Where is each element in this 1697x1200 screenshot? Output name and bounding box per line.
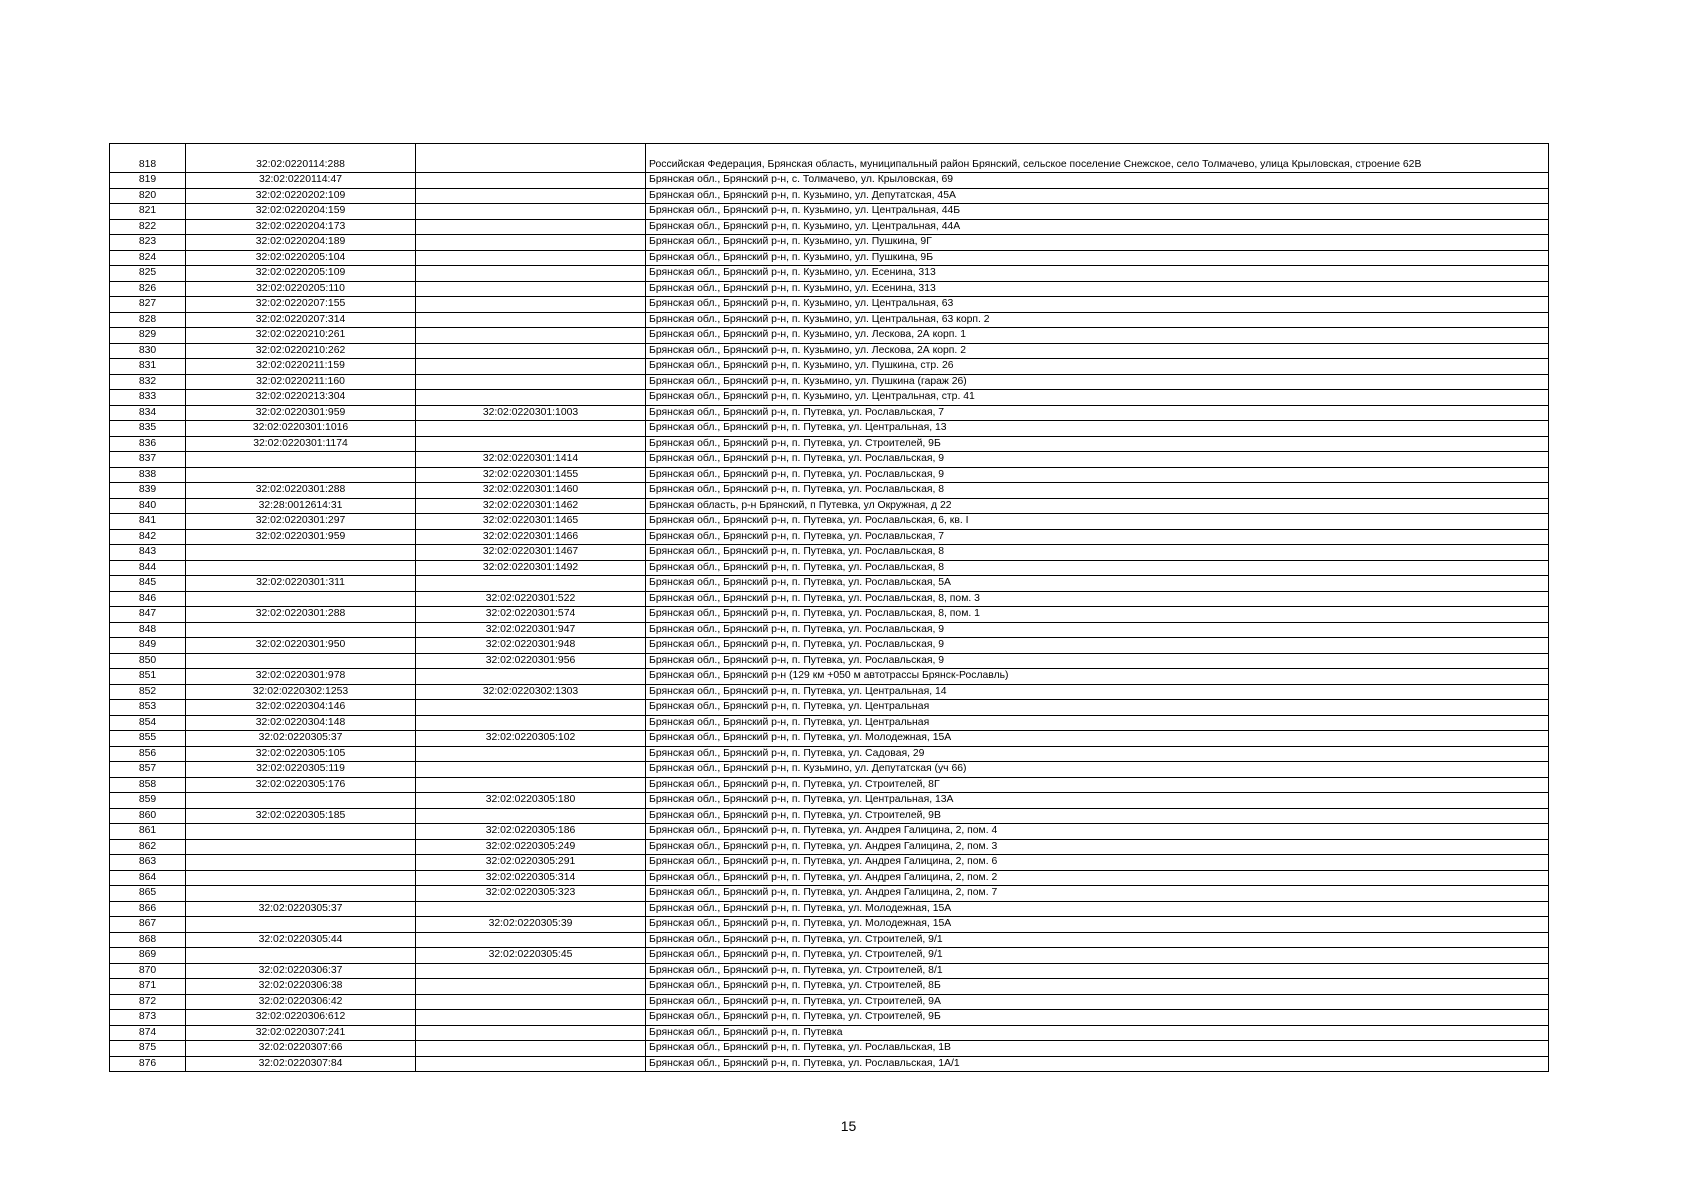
cadastral-table bbox=[109, 143, 1549, 1072]
row-number-cell: 868 bbox=[110, 932, 186, 948]
row-number-cell: 861 bbox=[110, 824, 186, 840]
row-number-cell: 835 bbox=[110, 421, 186, 437]
table-row bbox=[110, 312, 1549, 328]
cadastral-number-cell: 32:02:0220306:38 bbox=[186, 979, 416, 995]
table-row bbox=[110, 793, 1549, 809]
row-number-cell: 873 bbox=[110, 1010, 186, 1026]
table-row bbox=[110, 452, 1549, 468]
row-number-cell: 820 bbox=[110, 188, 186, 204]
cadastral-number-cell: 32:02:0220306:37 bbox=[186, 963, 416, 979]
row-number-cell: 870 bbox=[110, 963, 186, 979]
row-number-cell: 828 bbox=[110, 312, 186, 328]
cadastral-number-cell: 32:02:0220207:155 bbox=[186, 297, 416, 313]
cadastral-number-cell: 32:02:0220305:44 bbox=[186, 932, 416, 948]
address-cell: Брянская обл., Брянский р-н, п. Путевка, ул. Центральная, 13А bbox=[646, 793, 1549, 809]
address-cell: Брянская обл., Брянский р-н, п. Путевка, ул. Андрея Галицина, 2, пом. 6 bbox=[646, 855, 1549, 871]
cadastral-number-cell bbox=[186, 855, 416, 871]
cadastral-number-cell: 32:02:0220210:262 bbox=[186, 343, 416, 359]
cadastral-number-cell: 32:02:0220204:159 bbox=[186, 204, 416, 220]
related-cadastral-number-cell bbox=[416, 281, 646, 297]
related-cadastral-number-cell bbox=[416, 963, 646, 979]
cadastral-number-cell bbox=[186, 948, 416, 964]
address-cell: Брянская обл., Брянский р-н, п. Путевка, ул. Андрея Галицина, 2, пом. 2 bbox=[646, 870, 1549, 886]
row-number-cell: 832 bbox=[110, 374, 186, 390]
table-row bbox=[110, 839, 1549, 855]
cadastral-number-cell bbox=[186, 452, 416, 468]
row-number-cell: 843 bbox=[110, 545, 186, 561]
related-cadastral-number-cell bbox=[416, 777, 646, 793]
address-cell: Брянская обл., Брянский р-н, п. Путевка, ул. Андрея Галицина, 2, пом. 3 bbox=[646, 839, 1549, 855]
row-number-cell: 824 bbox=[110, 250, 186, 266]
related-cadastral-number-cell bbox=[416, 235, 646, 251]
row-number-cell: 847 bbox=[110, 607, 186, 623]
address-cell: Брянская обл., Брянский р-н, п. Путевка, ул. Рославльская, 5А bbox=[646, 576, 1549, 592]
cadastral-number-cell: 32:02:0220114:47 bbox=[186, 173, 416, 189]
address-cell: Брянская обл., Брянский р-н, п. Кузьмино, ул. Центральная, 63 корп. 2 bbox=[646, 312, 1549, 328]
cadastral-number-cell: 32:02:0220213:304 bbox=[186, 390, 416, 406]
related-cadastral-number-cell: 32:02:0220301:1460 bbox=[416, 483, 646, 499]
cadastral-number-cell: 32:02:0220305:37 bbox=[186, 901, 416, 917]
cadastral-number-cell: 32:02:0220301:959 bbox=[186, 529, 416, 545]
row-number-cell: 844 bbox=[110, 560, 186, 576]
address-cell: Брянская обл., Брянский р-н, п. Путевка, ул. Центральная bbox=[646, 700, 1549, 716]
address-cell: Брянская обл., Брянский р-н, п. Путевка, ул. Строителей, 9В bbox=[646, 808, 1549, 824]
cadastral-number-cell bbox=[186, 591, 416, 607]
row-number-cell: 829 bbox=[110, 328, 186, 344]
row-number-cell: 821 bbox=[110, 204, 186, 220]
table-row bbox=[110, 188, 1549, 204]
cadastral-number-cell bbox=[186, 870, 416, 886]
cadastral-number-cell: 32:02:0220307:84 bbox=[186, 1056, 416, 1072]
address-cell: Брянская обл., Брянский р-н, п. Путевка bbox=[646, 1025, 1549, 1041]
address-cell: Брянская обл., Брянский р-н, п. Путевка, ул. Центральная bbox=[646, 715, 1549, 731]
related-cadastral-number-cell bbox=[416, 144, 646, 173]
related-cadastral-number-cell bbox=[416, 1056, 646, 1072]
address-cell: Брянская обл., Брянский р-н, п. Путевка, ул. Рославльская, 8 bbox=[646, 545, 1549, 561]
address-cell: Брянская обл., Брянский р-н, п. Путевка, ул. Молодежная, 15А bbox=[646, 917, 1549, 933]
related-cadastral-number-cell: 32:02:0220301:1492 bbox=[416, 560, 646, 576]
table-row bbox=[110, 498, 1549, 514]
address-cell: Брянская обл., Брянский р-н, п. Кузьмино, ул. Депутатская, 45А bbox=[646, 188, 1549, 204]
cadastral-number-cell: 32:02:0220301:978 bbox=[186, 669, 416, 685]
related-cadastral-number-cell: 32:02:0220305:323 bbox=[416, 886, 646, 902]
row-number-cell: 818 bbox=[110, 144, 186, 173]
address-cell: Брянская обл., Брянский р-н, п. Кузьмино, ул. Депутатская (уч 66) bbox=[646, 762, 1549, 778]
table-row bbox=[110, 653, 1549, 669]
related-cadastral-number-cell bbox=[416, 204, 646, 220]
related-cadastral-number-cell: 32:02:0220301:1462 bbox=[416, 498, 646, 514]
cadastral-number-cell: 32:02:0220301:1174 bbox=[186, 436, 416, 452]
related-cadastral-number-cell: 32:02:0220305:180 bbox=[416, 793, 646, 809]
table-row bbox=[110, 886, 1549, 902]
table-row bbox=[110, 219, 1549, 235]
cadastral-number-cell: 32:02:0220305:119 bbox=[186, 762, 416, 778]
related-cadastral-number-cell bbox=[416, 746, 646, 762]
related-cadastral-number-cell: 32:02:0220305:249 bbox=[416, 839, 646, 855]
row-number-cell: 841 bbox=[110, 514, 186, 530]
table-row bbox=[110, 669, 1549, 685]
cadastral-number-cell: 32:02:0220204:189 bbox=[186, 235, 416, 251]
row-number-cell: 846 bbox=[110, 591, 186, 607]
related-cadastral-number-cell: 32:02:0220301:574 bbox=[416, 607, 646, 623]
cadastral-number-cell: 32:02:0220302:1253 bbox=[186, 684, 416, 700]
related-cadastral-number-cell bbox=[416, 173, 646, 189]
table-row bbox=[110, 901, 1549, 917]
address-cell: Брянская обл., Брянский р-н, п. Путевка, ул. Рославльская, 9 bbox=[646, 653, 1549, 669]
related-cadastral-number-cell bbox=[416, 359, 646, 375]
row-number-cell: 819 bbox=[110, 173, 186, 189]
address-cell: Российская Федерация, Брянская область, муниципальный район Брянский, сельское поселение Снежское, село Толмачево, улица Крыловская, строение 62В bbox=[646, 144, 1549, 173]
table-row bbox=[110, 700, 1549, 716]
address-cell: Брянская обл., Брянский р-н, п. Путевка, ул. Рославльская, 7 bbox=[646, 529, 1549, 545]
related-cadastral-number-cell bbox=[416, 250, 646, 266]
related-cadastral-number-cell bbox=[416, 1041, 646, 1057]
table-row bbox=[110, 591, 1549, 607]
address-cell: Брянская обл., Брянский р-н, п. Путевка, ул. Строителей, 9/1 bbox=[646, 932, 1549, 948]
related-cadastral-number-cell bbox=[416, 436, 646, 452]
table-row bbox=[110, 266, 1549, 282]
address-cell: Брянская обл., Брянский р-н, п. Путевка, ул. Садовая, 29 bbox=[646, 746, 1549, 762]
related-cadastral-number-cell bbox=[416, 700, 646, 716]
cadastral-number-cell: 32:02:0220301:959 bbox=[186, 405, 416, 421]
row-number-cell: 850 bbox=[110, 653, 186, 669]
address-cell: Брянская обл., Брянский р-н, п. Путевка, ул. Рославльская, 6, кв. I bbox=[646, 514, 1549, 530]
table-row bbox=[110, 746, 1549, 762]
cadastral-number-cell: 32:02:0220304:148 bbox=[186, 715, 416, 731]
address-cell: Брянская обл., Брянский р-н, п. Кузьмино, ул. Центральная, стр. 41 bbox=[646, 390, 1549, 406]
address-cell: Брянская обл., Брянский р-н, п. Путевка, ул. Рославльская, 8, пом. 1 bbox=[646, 607, 1549, 623]
table-row bbox=[110, 297, 1549, 313]
row-number-cell: 871 bbox=[110, 979, 186, 995]
table-row bbox=[110, 684, 1549, 700]
table-row bbox=[110, 979, 1549, 995]
cadastral-number-cell bbox=[186, 622, 416, 638]
table-row bbox=[110, 281, 1549, 297]
related-cadastral-number-cell: 32:02:0220301:1465 bbox=[416, 514, 646, 530]
row-number-cell: 865 bbox=[110, 886, 186, 902]
table-row bbox=[110, 607, 1549, 623]
related-cadastral-number-cell bbox=[416, 297, 646, 313]
address-cell: Брянская обл., Брянский р-н, п. Путевка, ул. Рославльская, 1В bbox=[646, 1041, 1549, 1057]
row-number-cell: 825 bbox=[110, 266, 186, 282]
address-cell: Брянская обл., Брянский р-н, п. Кузьмино, ул. Пушкина, стр. 26 bbox=[646, 359, 1549, 375]
row-number-cell: 830 bbox=[110, 343, 186, 359]
row-number-cell: 852 bbox=[110, 684, 186, 700]
address-cell: Брянская обл., Брянский р-н (129 км +050 м автотрассы Брянск-Рославль) bbox=[646, 669, 1549, 685]
cadastral-number-cell bbox=[186, 545, 416, 561]
related-cadastral-number-cell bbox=[416, 312, 646, 328]
related-cadastral-number-cell bbox=[416, 808, 646, 824]
address-cell: Брянская область, р-н Брянский, п Путевка, ул Окружная, д 22 bbox=[646, 498, 1549, 514]
table-row bbox=[110, 144, 1549, 173]
table-row bbox=[110, 467, 1549, 483]
table-row bbox=[110, 390, 1549, 406]
row-number-cell: 840 bbox=[110, 498, 186, 514]
row-number-cell: 831 bbox=[110, 359, 186, 375]
address-cell: Брянская обл., Брянский р-н, п. Путевка, ул. Молодежная, 15А bbox=[646, 901, 1549, 917]
table-row bbox=[110, 436, 1549, 452]
cadastral-number-cell: 32:02:0220204:173 bbox=[186, 219, 416, 235]
table-row bbox=[110, 622, 1549, 638]
row-number-cell: 867 bbox=[110, 917, 186, 933]
row-number-cell: 834 bbox=[110, 405, 186, 421]
row-number-cell: 858 bbox=[110, 777, 186, 793]
table-row bbox=[110, 545, 1549, 561]
cadastral-number-cell: 32:02:0220202:109 bbox=[186, 188, 416, 204]
address-cell: Брянская обл., Брянский р-н, с. Толмачево, ул. Крыловская, 69 bbox=[646, 173, 1549, 189]
table-row bbox=[110, 359, 1549, 375]
address-cell: Брянская обл., Брянский р-н, п. Кузьмино, ул. Есенина, 313 bbox=[646, 281, 1549, 297]
address-cell: Брянская обл., Брянский р-н, п. Путевка, ул. Строителей, 9/1 bbox=[646, 948, 1549, 964]
related-cadastral-number-cell: 32:02:0220301:1003 bbox=[416, 405, 646, 421]
row-number-cell: 845 bbox=[110, 576, 186, 592]
row-number-cell: 837 bbox=[110, 452, 186, 468]
row-number-cell: 860 bbox=[110, 808, 186, 824]
table-row bbox=[110, 173, 1549, 189]
cadastral-number-cell: 32:02:0220305:176 bbox=[186, 777, 416, 793]
table-row bbox=[110, 405, 1549, 421]
related-cadastral-number-cell: 32:02:0220305:291 bbox=[416, 855, 646, 871]
cadastral-number-cell bbox=[186, 653, 416, 669]
address-cell: Брянская обл., Брянский р-н, п. Путевка, ул. Андрея Галицина, 2, пом. 4 bbox=[646, 824, 1549, 840]
related-cadastral-number-cell bbox=[416, 715, 646, 731]
related-cadastral-number-cell bbox=[416, 328, 646, 344]
cadastral-number-cell: 32:02:0220305:105 bbox=[186, 746, 416, 762]
address-cell: Брянская обл., Брянский р-н, п. Путевка, ул. Строителей, 8/1 bbox=[646, 963, 1549, 979]
address-cell: Брянская обл., Брянский р-н, п. Кузьмино, ул. Есенина, 313 bbox=[646, 266, 1549, 282]
table-row bbox=[110, 204, 1549, 220]
row-number-cell: 839 bbox=[110, 483, 186, 499]
table-row bbox=[110, 777, 1549, 793]
row-number-cell: 853 bbox=[110, 700, 186, 716]
related-cadastral-number-cell: 32:02:0220301:1455 bbox=[416, 467, 646, 483]
related-cadastral-number-cell bbox=[416, 901, 646, 917]
related-cadastral-number-cell: 32:02:0220305:45 bbox=[416, 948, 646, 964]
table-row bbox=[110, 421, 1549, 437]
table-row bbox=[110, 963, 1549, 979]
address-cell: Брянская обл., Брянский р-н, п. Путевка, ул. Рославльская, 1А/1 bbox=[646, 1056, 1549, 1072]
cadastral-number-cell: 32:02:0220207:314 bbox=[186, 312, 416, 328]
row-number-cell: 849 bbox=[110, 638, 186, 654]
address-cell: Брянская обл., Брянский р-н, п. Кузьмино, ул. Лескова, 2А корп. 2 bbox=[646, 343, 1549, 359]
cadastral-number-cell: 32:02:0220211:159 bbox=[186, 359, 416, 375]
cadastral-number-cell bbox=[186, 824, 416, 840]
address-cell: Брянская обл., Брянский р-н, п. Кузьмино, ул. Центральная, 63 bbox=[646, 297, 1549, 313]
address-cell: Брянская обл., Брянский р-н, п. Кузьмино, ул. Пушкина, 9Г bbox=[646, 235, 1549, 251]
table-row bbox=[110, 917, 1549, 933]
related-cadastral-number-cell bbox=[416, 1025, 646, 1041]
table-row bbox=[110, 870, 1549, 886]
address-cell: Брянская обл., Брянский р-н, п. Кузьмино, ул. Пушкина, 9Б bbox=[646, 250, 1549, 266]
table-row bbox=[110, 235, 1549, 251]
related-cadastral-number-cell: 32:02:0220301:956 bbox=[416, 653, 646, 669]
address-cell: Брянская обл., Брянский р-н, п. Путевка, ул. Андрея Галицина, 2, пом. 7 bbox=[646, 886, 1549, 902]
cadastral-number-cell: 32:02:0220301:297 bbox=[186, 514, 416, 530]
table-row bbox=[110, 328, 1549, 344]
related-cadastral-number-cell bbox=[416, 421, 646, 437]
cadastral-number-cell: 32:28:0012614:31 bbox=[186, 498, 416, 514]
address-cell: Брянская обл., Брянский р-н, п. Путевка, ул. Центральная, 13 bbox=[646, 421, 1549, 437]
row-number-cell: 842 bbox=[110, 529, 186, 545]
table-row bbox=[110, 250, 1549, 266]
related-cadastral-number-cell: 32:02:0220305:39 bbox=[416, 917, 646, 933]
related-cadastral-number-cell bbox=[416, 932, 646, 948]
row-number-cell: 836 bbox=[110, 436, 186, 452]
cadastral-number-cell bbox=[186, 793, 416, 809]
row-number-cell: 874 bbox=[110, 1025, 186, 1041]
address-cell: Брянская обл., Брянский р-н, п. Путевка, ул. Строителей, 8Г bbox=[646, 777, 1549, 793]
cadastral-number-cell bbox=[186, 839, 416, 855]
cadastral-number-cell: 32:02:0220210:261 bbox=[186, 328, 416, 344]
address-cell: Брянская обл., Брянский р-н, п. Путевка, ул. Строителей, 8Б bbox=[646, 979, 1549, 995]
row-number-cell: 872 bbox=[110, 994, 186, 1010]
cadastral-number-cell: 32:02:0220301:288 bbox=[186, 483, 416, 499]
cadastral-number-cell: 32:02:0220306:42 bbox=[186, 994, 416, 1010]
table-row bbox=[110, 731, 1549, 747]
table-row bbox=[110, 932, 1549, 948]
address-cell: Брянская обл., Брянский р-н, п. Кузьмино, ул. Центральная, 44Б bbox=[646, 204, 1549, 220]
table-row bbox=[110, 1025, 1549, 1041]
cadastral-number-cell: 32:02:0220301:288 bbox=[186, 607, 416, 623]
related-cadastral-number-cell bbox=[416, 266, 646, 282]
row-number-cell: 876 bbox=[110, 1056, 186, 1072]
row-number-cell: 833 bbox=[110, 390, 186, 406]
row-number-cell: 855 bbox=[110, 731, 186, 747]
row-number-cell: 856 bbox=[110, 746, 186, 762]
row-number-cell: 869 bbox=[110, 948, 186, 964]
related-cadastral-number-cell bbox=[416, 188, 646, 204]
related-cadastral-number-cell bbox=[416, 576, 646, 592]
related-cadastral-number-cell bbox=[416, 219, 646, 235]
related-cadastral-number-cell: 32:02:0220301:1467 bbox=[416, 545, 646, 561]
table-row bbox=[110, 994, 1549, 1010]
address-cell: Брянская обл., Брянский р-н, п. Путевка, ул. Рославльская, 8 bbox=[646, 483, 1549, 499]
table-row bbox=[110, 762, 1549, 778]
table-row bbox=[110, 576, 1549, 592]
table-row bbox=[110, 1041, 1549, 1057]
page-number: 15 bbox=[840, 1118, 857, 1134]
address-cell: Брянская обл., Брянский р-н, п. Кузьмино, ул. Центральная, 44А bbox=[646, 219, 1549, 235]
related-cadastral-number-cell: 32:02:0220305:186 bbox=[416, 824, 646, 840]
related-cadastral-number-cell bbox=[416, 1010, 646, 1026]
address-cell: Брянская обл., Брянский р-н, п. Путевка, ул. Рославльская, 9 bbox=[646, 467, 1549, 483]
table-row bbox=[110, 483, 1549, 499]
table-row bbox=[110, 855, 1549, 871]
table-row bbox=[110, 948, 1549, 964]
cadastral-number-cell: 32:02:0220205:109 bbox=[186, 266, 416, 282]
table-row bbox=[110, 343, 1549, 359]
cadastral-number-cell bbox=[186, 467, 416, 483]
table-body bbox=[110, 144, 1549, 1072]
table-row bbox=[110, 638, 1549, 654]
related-cadastral-number-cell: 32:02:0220305:102 bbox=[416, 731, 646, 747]
address-cell: Брянская обл., Брянский р-н, п. Путевка, ул. Строителей, 9Б bbox=[646, 436, 1549, 452]
cadastral-number-cell: 32:02:0220301:1016 bbox=[186, 421, 416, 437]
address-cell: Брянская обл., Брянский р-н, п. Путевка, ул. Молодежная, 15А bbox=[646, 731, 1549, 747]
table-row bbox=[110, 514, 1549, 530]
cadastral-number-cell: 32:02:0220306:612 bbox=[186, 1010, 416, 1026]
related-cadastral-number-cell bbox=[416, 994, 646, 1010]
address-cell: Брянская обл., Брянский р-н, п. Путевка, ул. Центральная, 14 bbox=[646, 684, 1549, 700]
cadastral-number-cell: 32:02:0220305:185 bbox=[186, 808, 416, 824]
table-row bbox=[110, 1010, 1549, 1026]
related-cadastral-number-cell bbox=[416, 390, 646, 406]
table-row bbox=[110, 808, 1549, 824]
cadastral-number-cell: 32:02:0220301:311 bbox=[186, 576, 416, 592]
table-row bbox=[110, 529, 1549, 545]
cadastral-number-cell: 32:02:0220205:104 bbox=[186, 250, 416, 266]
cadastral-number-cell: 32:02:0220211:160 bbox=[186, 374, 416, 390]
row-number-cell: 851 bbox=[110, 669, 186, 685]
cadastral-number-cell bbox=[186, 560, 416, 576]
row-number-cell: 827 bbox=[110, 297, 186, 313]
row-number-cell: 863 bbox=[110, 855, 186, 871]
table-row bbox=[110, 824, 1549, 840]
row-number-cell: 866 bbox=[110, 901, 186, 917]
related-cadastral-number-cell bbox=[416, 669, 646, 685]
cadastral-number-cell bbox=[186, 886, 416, 902]
related-cadastral-number-cell bbox=[416, 374, 646, 390]
row-number-cell: 875 bbox=[110, 1041, 186, 1057]
table-row bbox=[110, 374, 1549, 390]
cadastral-number-cell: 32:02:0220307:241 bbox=[186, 1025, 416, 1041]
address-cell: Брянская обл., Брянский р-н, п. Путевка, ул. Строителей, 9А bbox=[646, 994, 1549, 1010]
row-number-cell: 864 bbox=[110, 870, 186, 886]
address-cell: Брянская обл., Брянский р-н, п. Путевка, ул. Рославльская, 9 bbox=[646, 638, 1549, 654]
row-number-cell: 838 bbox=[110, 467, 186, 483]
related-cadastral-number-cell: 32:02:0220305:314 bbox=[416, 870, 646, 886]
related-cadastral-number-cell: 32:02:0220302:1303 bbox=[416, 684, 646, 700]
row-number-cell: 862 bbox=[110, 839, 186, 855]
table-row bbox=[110, 1056, 1549, 1072]
row-number-cell: 826 bbox=[110, 281, 186, 297]
cadastral-number-cell: 32:02:0220301:950 bbox=[186, 638, 416, 654]
row-number-cell: 857 bbox=[110, 762, 186, 778]
row-number-cell: 854 bbox=[110, 715, 186, 731]
related-cadastral-number-cell: 32:02:0220301:947 bbox=[416, 622, 646, 638]
row-number-cell: 822 bbox=[110, 219, 186, 235]
address-cell: Брянская обл., Брянский р-н, п. Путевка, ул. Рославльская, 9 bbox=[646, 452, 1549, 468]
related-cadastral-number-cell bbox=[416, 762, 646, 778]
row-number-cell: 848 bbox=[110, 622, 186, 638]
address-cell: Брянская обл., Брянский р-н, п. Путевка, ул. Рославльская, 7 bbox=[646, 405, 1549, 421]
related-cadastral-number-cell: 32:02:0220301:948 bbox=[416, 638, 646, 654]
address-cell: Брянская обл., Брянский р-н, п. Путевка, ул. Строителей, 9Б bbox=[646, 1010, 1549, 1026]
cadastral-number-cell: 32:02:0220305:37 bbox=[186, 731, 416, 747]
cadastral-number-cell: 32:02:0220205:110 bbox=[186, 281, 416, 297]
address-cell: Брянская обл., Брянский р-н, п. Путевка, ул. Рославльская, 8 bbox=[646, 560, 1549, 576]
related-cadastral-number-cell bbox=[416, 343, 646, 359]
related-cadastral-number-cell: 32:02:0220301:1414 bbox=[416, 452, 646, 468]
cadastral-number-cell bbox=[186, 917, 416, 933]
related-cadastral-number-cell: 32:02:0220301:522 bbox=[416, 591, 646, 607]
cadastral-number-cell: 32:02:0220304:146 bbox=[186, 700, 416, 716]
table-row bbox=[110, 715, 1549, 731]
row-number-cell: 859 bbox=[110, 793, 186, 809]
address-cell: Брянская обл., Брянский р-н, п. Путевка, ул. Рославльская, 9 bbox=[646, 622, 1549, 638]
table-row bbox=[110, 560, 1549, 576]
cadastral-number-cell: 32:02:0220114:288 bbox=[186, 144, 416, 173]
cadastral-number-cell: 32:02:0220307:66 bbox=[186, 1041, 416, 1057]
related-cadastral-number-cell bbox=[416, 979, 646, 995]
address-cell: Брянская обл., Брянский р-н, п. Кузьмино, ул. Пушкина (гараж 26) bbox=[646, 374, 1549, 390]
address-cell: Брянская обл., Брянский р-н, п. Кузьмино, ул. Лескова, 2А корп. 1 bbox=[646, 328, 1549, 344]
row-number-cell: 823 bbox=[110, 235, 186, 251]
related-cadastral-number-cell: 32:02:0220301:1466 bbox=[416, 529, 646, 545]
address-cell: Брянская обл., Брянский р-н, п. Путевка, ул. Рославльская, 8, пом. 3 bbox=[646, 591, 1549, 607]
